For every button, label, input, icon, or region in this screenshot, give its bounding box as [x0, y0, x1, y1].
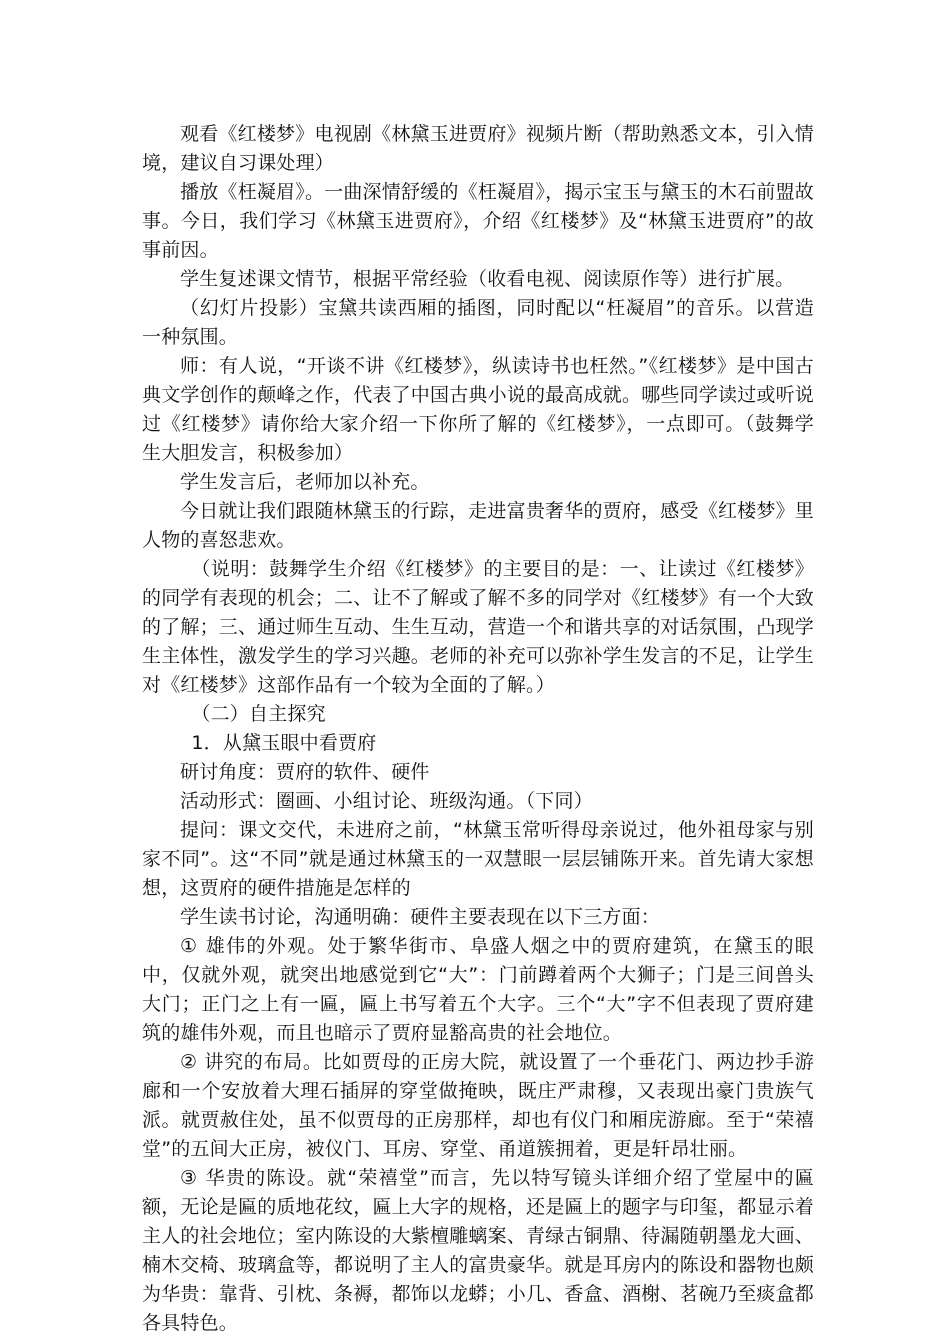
paragraph-slides: （幻灯片投影）宝黛共读西厢的插图，同时配以“枉凝眉”的音乐。以营造一种氛围。 [142, 297, 814, 348]
paragraph-supplement: 学生发言后，老师加以补充。 [180, 471, 430, 493]
section-heading: （二）自主探究 [191, 703, 326, 725]
subsection-heading: 1．从黛玉眼中看贾府 [191, 732, 377, 754]
paragraph-video: 观看《红楼梦》电视剧《林黛玉进贾府》视频片断（帮助熟悉文本，引入情境，建议自习课处理） [142, 123, 814, 174]
paragraph-discussion: 学生读书讨论，沟通明确：硬件主要表现在以下三方面： [180, 906, 661, 928]
paragraph-activity: 活动形式：圈画、小组讨论、班级沟通。（下同） [180, 790, 593, 812]
paragraph-retell: 学生复述课文情节，根据平常经验（收看电视、阅读原作等）进行扩展。 [180, 268, 795, 290]
paragraph-angle: 研讨角度：贾府的软件、硬件 [180, 761, 430, 783]
paragraph-teacher: 师：有人说，“开谈不讲《红楼梦》，纵读诗书也枉然。”《红楼梦》是中国古典文学创作的颠峰之作，代表了中国古典小说的最高成就。哪些同学读过或听说过《红楼梦》请你给大家介绍一下你所了解的《红楼梦》，一点即可。（鼓舞学生大胆发言，积极参加） [142, 355, 815, 464]
paragraph-question: 提问：课文交代，未进府之前，“林黛玉常听得母亲说过，他外祖母家与别家不同”。这“不同”就是通过林黛玉的一双慧眼一层层铺陈开来。首先请大家想想，这贾府的硬件措施是怎样的 [142, 819, 814, 899]
paragraph-point-3: ③ 华贵的陈设。就“荣禧堂”而言，先以特写镜头详细介绍了堂屋中的匾额，无论是匾的质地花纹，匾上大字的规格，还是匾上的题字与印玺，都显示着主人的社会地位；室内陈设的大紫檀雕螭案、青绿古铜鼎、待漏随朝墨龙大画、楠木交椅、玻璃盒等，都说明了主人的富贵豪华。就是耳房内的陈设和器物也颇为华贵：靠背、引枕、条褥，都饰以龙蟒；小几、香盒、酒榭、茗碗乃至痰盒都各具特色。 [142, 1167, 815, 1334]
paragraph-today: 今日就让我们跟随林黛玉的行踪，走进富贵奢华的贾府，感受《红楼梦》里人物的喜怒悲欢。 [142, 500, 814, 551]
paragraph-point-1: ① 雄伟的外观。处于繁华街市、阜盛人烟之中的贾府建筑，在黛玉的眼中，仅就外观，就突出地感觉到它“大”：门前蹲着两个大狮子；门是三间兽头大门；正门之上有一匾，匾上书写着五个大字。三个“大”字不但表现了贾府建筑的雄伟外观，而且也暗示了贾府显豁高贵的社会地位。 [142, 935, 814, 1044]
paragraph-note: （说明：鼓舞学生介绍《红楼梦》的主要目的是：一、让读过《红楼梦》的同学有表现的机会；二、让不了解或了解不多的同学对《红楼梦》有一个大致的了解；三、通过师生互动、生生互动，营造一个和谐共享的对话氛围，凸现学生主体性，激发学生的学习兴趣。老师的补充可以弥补学生发言的不足，让学生对《红楼梦》这部作品有一个较为全面的了解。） [142, 558, 815, 696]
paragraph-point-2: ② 讲究的布局。比如贾母的正房大院，就设置了一个垂花门、两边抄手游廊和一个安放着大理石插屏的穿堂做掩映，既庄严肃穆，又表现出豪门贵族气派。就贾赦住处，虽不似贾母的正房那样，却也有仪门和厢庑游廊。至于“荣禧堂”的五间大正房，被仪门、耳房、穿堂、甬道簇拥着，更是轩昂壮丽。 [142, 1051, 814, 1160]
paragraph-song: 播放《枉凝眉》。一曲深情舒缓的《枉凝眉》，揭示宝玉与黛玉的木石前盟故事。今日，我们学习《林黛玉进贾府》，介绍《红楼梦》及“林黛玉进贾府”的故事前因。 [142, 181, 814, 261]
document-page [142, 120, 814, 1338]
